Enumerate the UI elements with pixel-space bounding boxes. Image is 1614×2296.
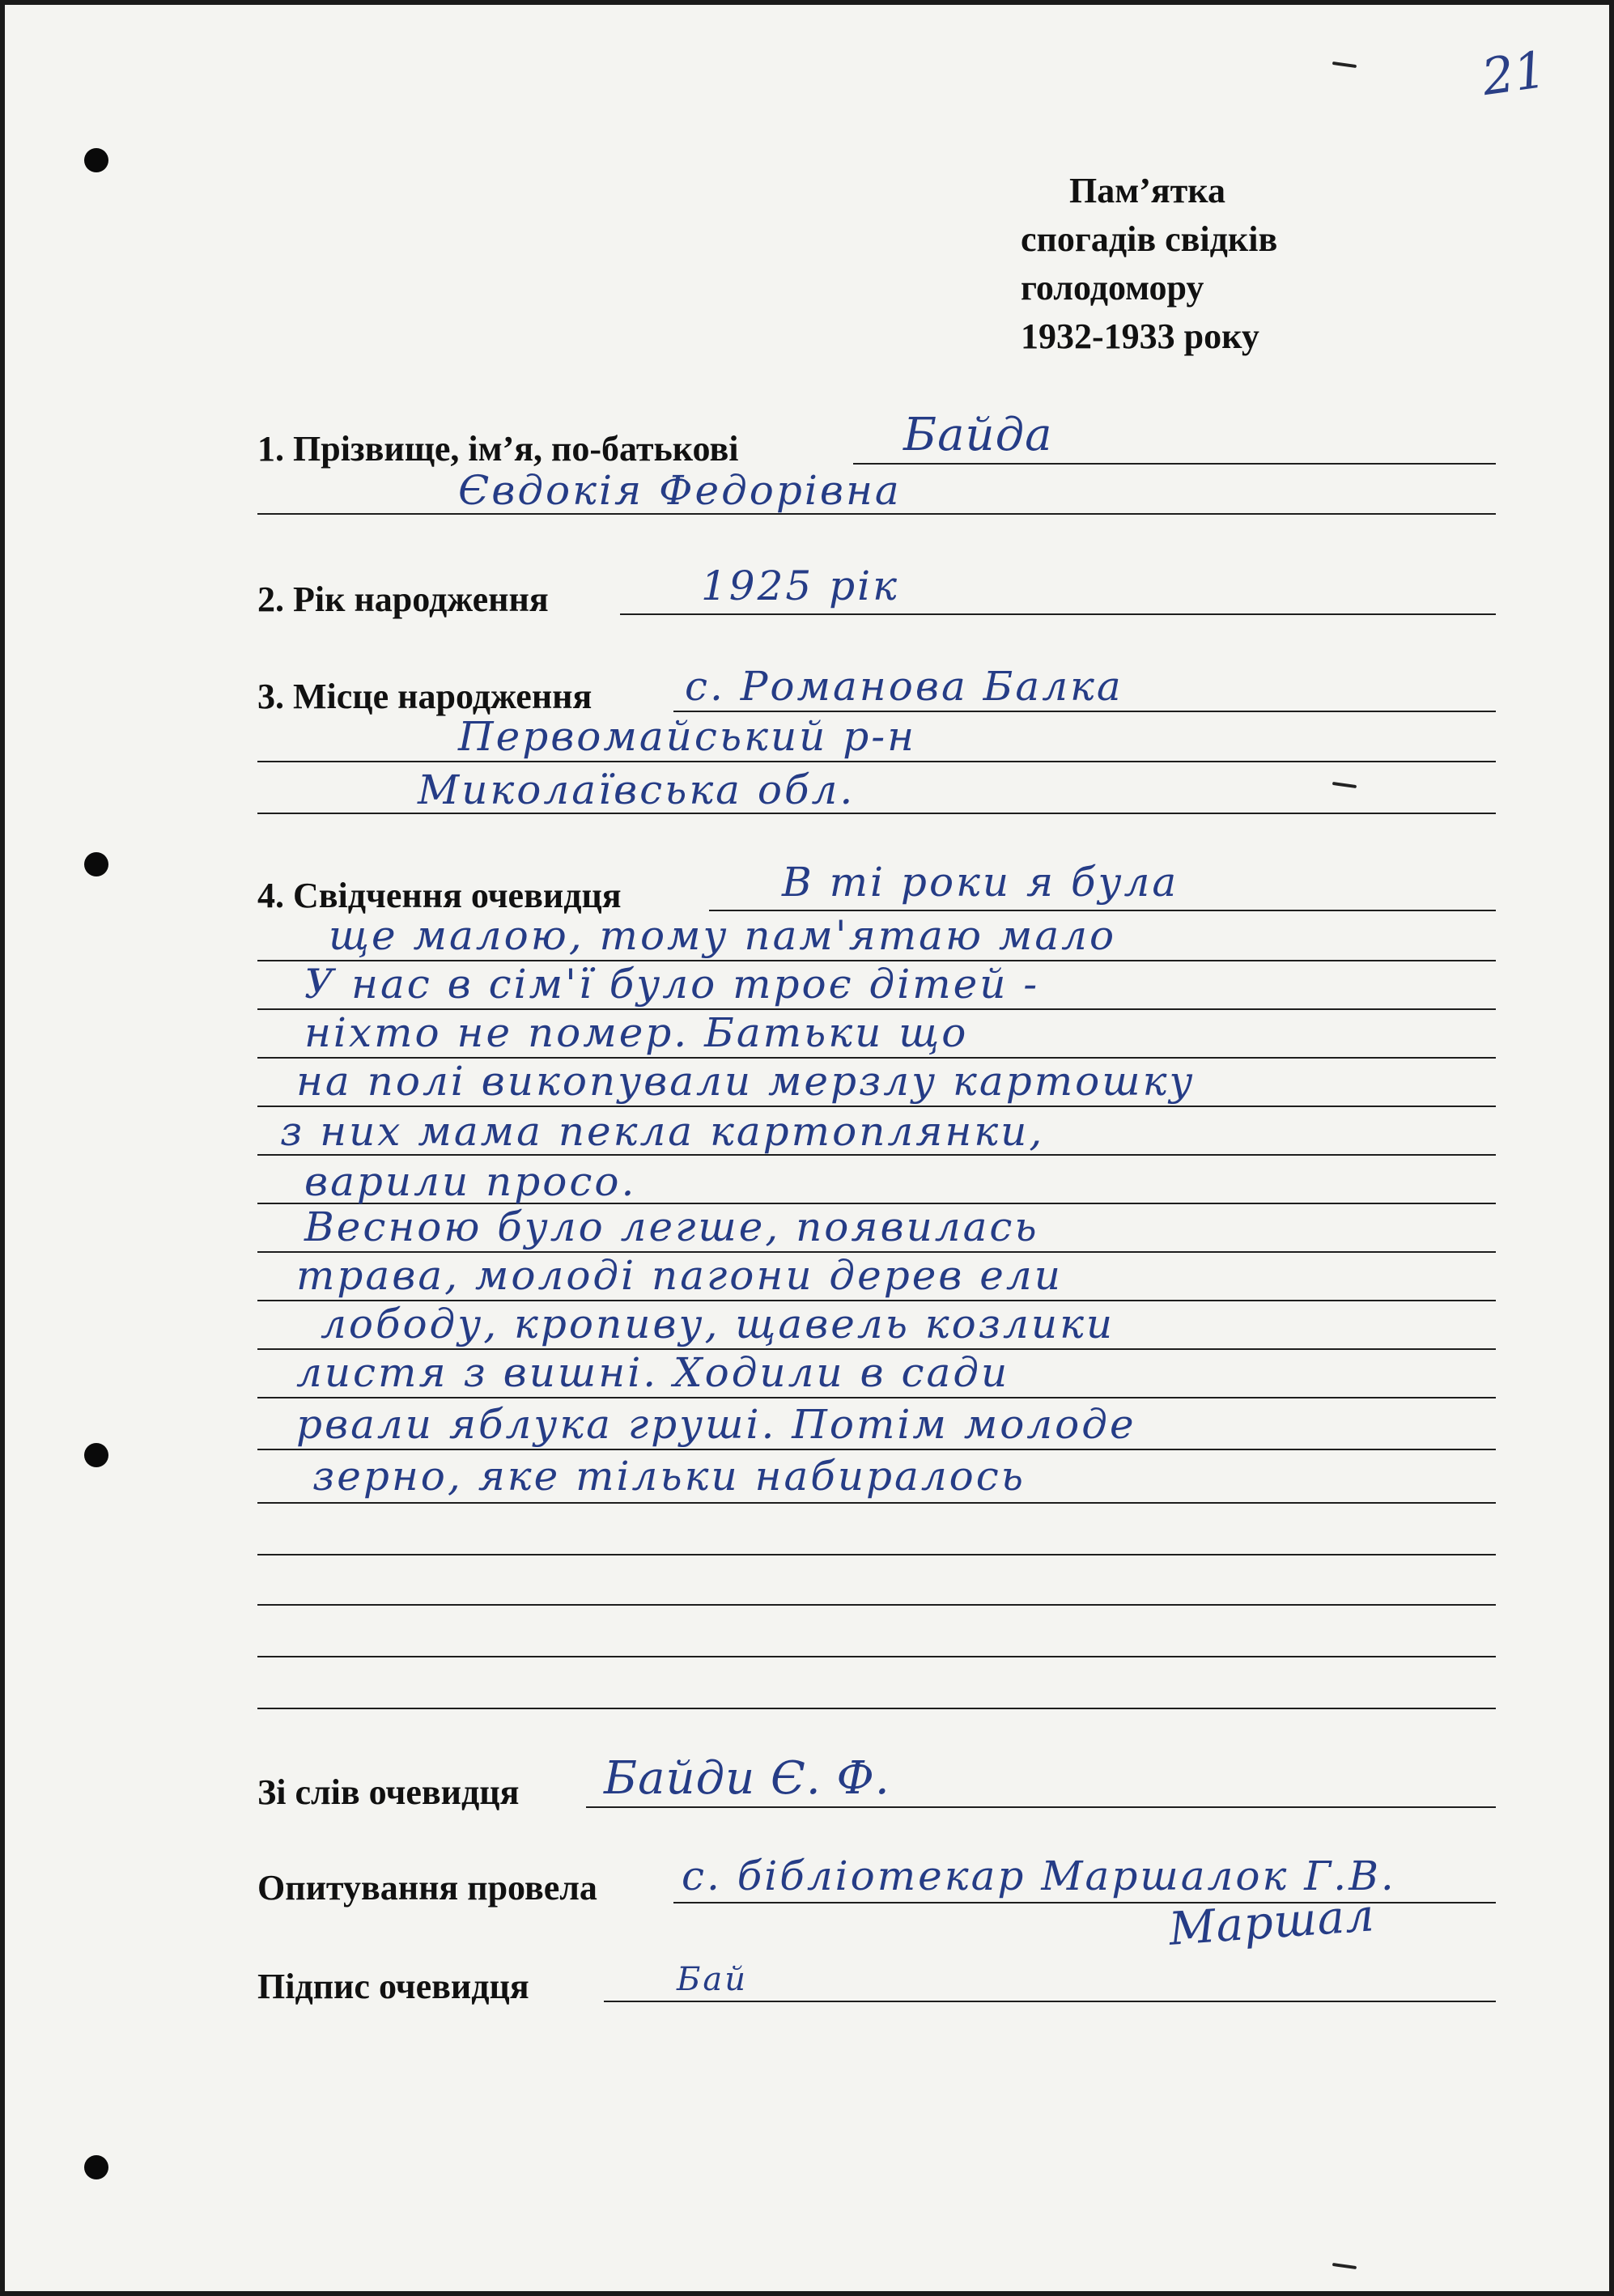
birth-year-label: 2. Рік народження [257,579,549,619]
punch-hole [84,148,108,172]
signature-label: Підпис очевидця [257,1967,529,2006]
title-line: голодомору [1021,268,1204,308]
form-line [257,1604,1496,1606]
birthplace-value: Миколаївська обл. [418,766,856,813]
check-mark [1332,62,1357,68]
form-line [257,1554,1496,1555]
punch-hole [84,1443,108,1467]
birth-year-value: 1925 рік [701,562,899,609]
form-line [257,761,1496,762]
witness-signature: Бай [677,1961,749,1998]
interviewer-label: Опитування провела [257,1868,597,1908]
document-page [5,5,1609,2291]
name-given-value: Євдокія Федорівна [458,467,902,514]
testimony-line: лободу, кропиву, щавель козлики [321,1301,1115,1347]
interviewer-value: с. бібліотекар Маршалок Г.В. [682,1853,1396,1899]
testimony-line: варили просо. [304,1158,637,1205]
form-line [853,463,1496,465]
check-mark [1332,2263,1357,2269]
testimony-line: У нас в сім'ї було троє дітей - [304,961,1040,1008]
form-line [257,1656,1496,1657]
form-line [257,1502,1496,1504]
interviewer-signature: Маршал [1167,1889,1377,1956]
testimony-line: Весною було легше, появилась [304,1203,1039,1250]
form-line [620,613,1496,615]
testimony-line: зерно, яке тільки набиралось [312,1453,1026,1500]
testimony-line: з них мама пекла картоплянки, [280,1108,1045,1155]
punch-hole [84,2155,108,2179]
birthplace-label: 3. Місце народження [257,677,593,716]
title-line: Пам’ятка [1069,171,1225,210]
title-line: спогадів свідків [1021,219,1278,259]
testimony-line: ще малою, тому пам'ятаю мало [329,912,1117,959]
form-line [586,1806,1496,1808]
punch-hole [84,852,108,876]
check-mark [1332,782,1357,788]
name-surname-value: Байда [903,409,1053,461]
birthplace-value: с. Романова Балка [685,663,1123,710]
form-line [257,1449,1496,1450]
from-words-label: Зі слів очевидця [257,1772,520,1812]
testimony-line: листя з вишні. Ходили в сади [296,1349,1010,1396]
testimony-line: В ті роки я була [782,859,1179,906]
testimony-label: 4. Свідчення очевидця [257,876,622,915]
from-words-value: Байди Є. Ф. [604,1752,890,1805]
name-label: 1. Прізвище, ім’я, по-батькові [257,429,739,469]
page-number: 21 [1478,39,1550,108]
testimony-line: на полі викопували мерзлу картошку [296,1058,1196,1105]
form-line [257,1397,1496,1398]
title-line: 1932-1933 року [1021,316,1259,356]
document-title [1021,167,1277,361]
birthplace-value: Первомайський р-н [458,713,917,760]
testimony-line: рвали яблука груші. Потім молоде [296,1401,1136,1448]
form-line [257,1708,1496,1709]
testimony-line: трава, молоді пагони дерев ели [296,1252,1063,1299]
testimony-line: ніхто не помер. Батьки що [304,1009,969,1056]
